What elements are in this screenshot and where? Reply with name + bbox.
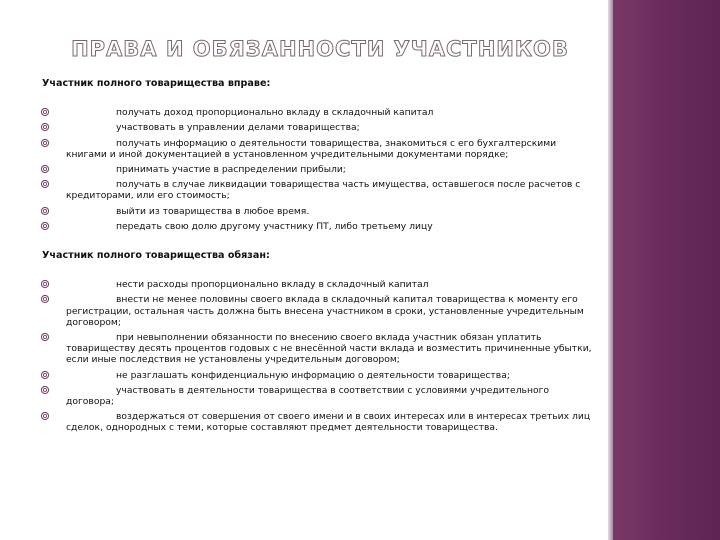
list-item (42, 179, 598, 201)
list-item-text: получать в случае ликвидации товарищества часть имущества, оставшегося после расчетов с кредиторами, или его стоимость; (66, 179, 581, 202)
list-item (42, 107, 598, 118)
ring-bullet-icon (40, 411, 50, 421)
list-item (42, 294, 598, 328)
list-item-text: нести расходы пропорционально вкладу в складочный капитал (116, 279, 429, 291)
list-item (42, 206, 598, 217)
list-item-text: не разглашать конфиденциальную информацию о деятельности товарищества; (116, 369, 510, 381)
list-item (42, 411, 598, 433)
ring-bullet-icon (40, 221, 50, 231)
list-item (42, 138, 598, 160)
list-item-text: при невыполнении обязанности по внесению своего вклада участник обязан уплатить товариществу десять процентов годовых с не внесённой части вклада и возместить причиненные убытки, если иные последствия не установлены учредительным договором; (66, 332, 592, 366)
list-item (42, 385, 598, 407)
list-item-text: получать доход пропорционально вкладу в складочный капитал (116, 107, 434, 119)
list-item-text: участвовать в управлении делами товарищества; (116, 122, 360, 134)
ring-bullet-icon (40, 164, 50, 174)
list-item (42, 122, 598, 133)
ring-bullet-icon (40, 122, 50, 132)
list-item (42, 164, 598, 175)
ring-bullet-icon (40, 294, 50, 304)
ring-bullet-icon (40, 179, 50, 189)
ring-bullet-icon (40, 279, 50, 289)
list-item-text: воздержаться от совершения от своего имени и в своих интересах или в интересах третьих лиц сделок, однородных с теми, которые составляют предмет деятельности товарищества. (66, 411, 591, 434)
rights-heading: Участник полного товарищества вправе: (42, 78, 271, 89)
duties-heading: Участник полного товарищества обязан: (42, 250, 270, 262)
duties-list (42, 279, 598, 433)
list-item-text: передать свою долю другому участнику ПТ, либо третьему лицу (116, 220, 433, 232)
decorative-sidebar (613, 0, 720, 540)
ring-bullet-icon (40, 206, 50, 216)
list-item (42, 370, 598, 381)
rights-list (42, 107, 598, 232)
ring-bullet-icon (40, 138, 50, 148)
list-item-text: получать информацию о деятельности товарищества, знакомиться с его бухгалтерскими книгами и иной документацией в установленном учредительными документами порядке; (66, 137, 557, 160)
ring-bullet-icon (40, 332, 50, 342)
ring-bullet-icon (40, 107, 50, 117)
list-item-text: принимать участие в распределении прибыли; (116, 164, 346, 176)
list-item (42, 279, 598, 290)
list-item-text: внести не менее половины своего вклада в складочный капитал товарищества к моменту его регистрации, остальная часть должна быть внесена участником в сроки, установленные учредительным договором; (66, 294, 584, 328)
list-item (42, 221, 598, 232)
slide-title: ПРАВА И ОБЯЗАННОСТИ УЧАСТНИКОВ (71, 37, 569, 61)
ring-bullet-icon (40, 385, 50, 395)
list-item (42, 332, 598, 366)
list-item-text: участвовать в деятельности товарищества в соответствии с условиями учредительного договора; (66, 384, 550, 408)
ring-bullet-icon (40, 370, 50, 380)
list-item-text: выйти из товарищества в любое время. (116, 205, 310, 217)
slide-content (42, 78, 598, 438)
